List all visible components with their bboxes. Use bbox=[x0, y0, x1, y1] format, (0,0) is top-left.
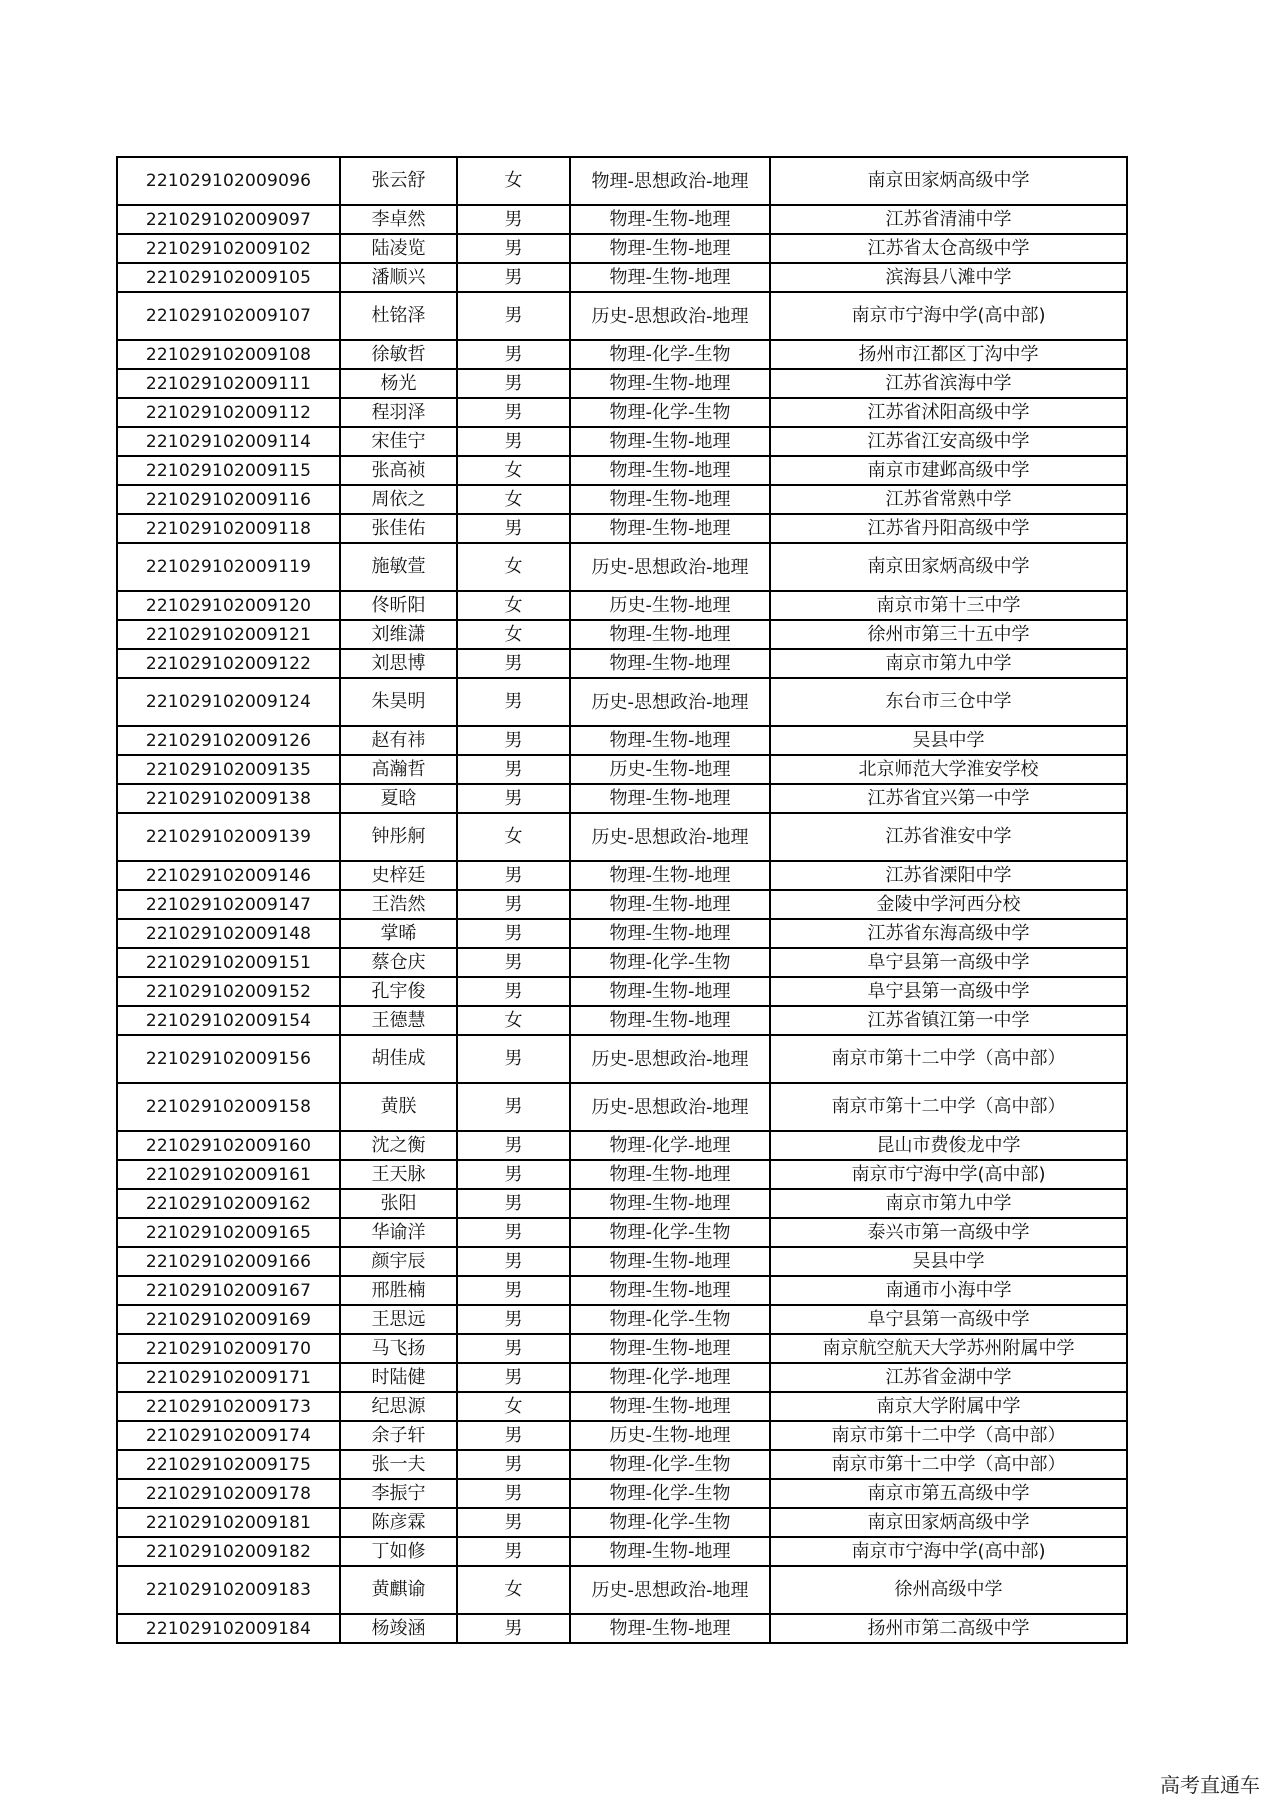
cell-gender: 男 bbox=[457, 1334, 570, 1363]
cell-exam-id: 221029102009108 bbox=[117, 340, 340, 369]
cell-school: 徐州市第三十五中学 bbox=[770, 620, 1127, 649]
cell-exam-id: 221029102009116 bbox=[117, 485, 340, 514]
cell-subjects: 物理-生物-地理 bbox=[570, 369, 770, 398]
table-row bbox=[117, 1131, 1127, 1160]
cell-school: 江苏省淮安中学 bbox=[770, 813, 1127, 861]
table-row bbox=[117, 1537, 1127, 1566]
cell-exam-id: 221029102009165 bbox=[117, 1218, 340, 1247]
cell-exam-id: 221029102009126 bbox=[117, 726, 340, 755]
table-row bbox=[117, 456, 1127, 485]
table-row bbox=[117, 1392, 1127, 1421]
cell-subjects: 物理-化学-地理 bbox=[570, 1363, 770, 1392]
cell-subjects: 物理-生物-地理 bbox=[570, 263, 770, 292]
cell-school: 江苏省溧阳中学 bbox=[770, 861, 1127, 890]
cell-subjects: 物理-生物-地理 bbox=[570, 485, 770, 514]
table-row bbox=[117, 234, 1127, 263]
cell-gender: 男 bbox=[457, 1363, 570, 1392]
table-row bbox=[117, 340, 1127, 369]
cell-school: 南京航空航天大学苏州附属中学 bbox=[770, 1334, 1127, 1363]
cell-school: 昆山市费俊龙中学 bbox=[770, 1131, 1127, 1160]
cell-exam-id: 221029102009181 bbox=[117, 1508, 340, 1537]
cell-subjects: 物理-生物-地理 bbox=[570, 1334, 770, 1363]
cell-subjects: 物理-生物-地理 bbox=[570, 977, 770, 1006]
cell-name: 徐敏哲 bbox=[340, 340, 457, 369]
cell-exam-id: 221029102009135 bbox=[117, 755, 340, 784]
cell-exam-id: 221029102009146 bbox=[117, 861, 340, 890]
cell-subjects: 物理-化学-生物 bbox=[570, 1218, 770, 1247]
cell-subjects: 物理-生物-地理 bbox=[570, 784, 770, 813]
cell-school: 泰兴市第一高级中学 bbox=[770, 1218, 1127, 1247]
cell-name: 赵有祎 bbox=[340, 726, 457, 755]
cell-gender: 男 bbox=[457, 784, 570, 813]
cell-subjects: 物理-生物-地理 bbox=[570, 1614, 770, 1643]
cell-gender: 男 bbox=[457, 1479, 570, 1508]
cell-gender: 女 bbox=[457, 157, 570, 205]
cell-name: 余子轩 bbox=[340, 1421, 457, 1450]
cell-exam-id: 221029102009139 bbox=[117, 813, 340, 861]
cell-exam-id: 221029102009121 bbox=[117, 620, 340, 649]
cell-gender: 男 bbox=[457, 1218, 570, 1247]
table-row bbox=[117, 157, 1127, 205]
cell-name: 陈彦霖 bbox=[340, 1508, 457, 1537]
table-row bbox=[117, 861, 1127, 890]
cell-exam-id: 221029102009151 bbox=[117, 948, 340, 977]
cell-subjects: 物理-生物-地理 bbox=[570, 1392, 770, 1421]
cell-school: 江苏省宜兴第一中学 bbox=[770, 784, 1127, 813]
cell-gender: 男 bbox=[457, 861, 570, 890]
table-row bbox=[117, 1305, 1127, 1334]
cell-gender: 女 bbox=[457, 456, 570, 485]
table-row bbox=[117, 427, 1127, 456]
cell-gender: 男 bbox=[457, 398, 570, 427]
cell-school: 南京市宁海中学(高中部) bbox=[770, 1537, 1127, 1566]
cell-school: 南京市宁海中学(高中部) bbox=[770, 1160, 1127, 1189]
cell-gender: 女 bbox=[457, 1006, 570, 1035]
cell-exam-id: 221029102009154 bbox=[117, 1006, 340, 1035]
cell-subjects: 物理-生物-地理 bbox=[570, 514, 770, 543]
cell-school: 南京田家炳高级中学 bbox=[770, 1508, 1127, 1537]
table-row bbox=[117, 1479, 1127, 1508]
cell-exam-id: 221029102009158 bbox=[117, 1083, 340, 1131]
cell-exam-id: 221029102009114 bbox=[117, 427, 340, 456]
student-table bbox=[116, 156, 1128, 1644]
cell-gender: 女 bbox=[457, 591, 570, 620]
cell-subjects: 物理-生物-地理 bbox=[570, 919, 770, 948]
cell-school: 南京市第五高级中学 bbox=[770, 1479, 1127, 1508]
table-row bbox=[117, 1508, 1127, 1537]
cell-school: 南京市第十二中学（高中部） bbox=[770, 1421, 1127, 1450]
cell-exam-id: 221029102009161 bbox=[117, 1160, 340, 1189]
cell-exam-id: 221029102009182 bbox=[117, 1537, 340, 1566]
table-row bbox=[117, 649, 1127, 678]
cell-name: 马飞扬 bbox=[340, 1334, 457, 1363]
table-row bbox=[117, 1566, 1127, 1614]
cell-school: 南京市第十三中学 bbox=[770, 591, 1127, 620]
cell-exam-id: 221029102009147 bbox=[117, 890, 340, 919]
cell-exam-id: 221029102009167 bbox=[117, 1276, 340, 1305]
cell-subjects: 物理-生物-地理 bbox=[570, 861, 770, 890]
cell-gender: 男 bbox=[457, 1450, 570, 1479]
cell-name: 刘维潇 bbox=[340, 620, 457, 649]
cell-exam-id: 221029102009120 bbox=[117, 591, 340, 620]
cell-school: 南京市第九中学 bbox=[770, 649, 1127, 678]
table-row bbox=[117, 1450, 1127, 1479]
cell-school: 江苏省东海高级中学 bbox=[770, 919, 1127, 948]
table-row bbox=[117, 890, 1127, 919]
table-body bbox=[117, 157, 1127, 1643]
cell-subjects: 历史-思想政治-地理 bbox=[570, 292, 770, 340]
cell-exam-id: 221029102009138 bbox=[117, 784, 340, 813]
cell-gender: 女 bbox=[457, 1392, 570, 1421]
cell-gender: 男 bbox=[457, 1305, 570, 1334]
cell-school: 江苏省江安高级中学 bbox=[770, 427, 1127, 456]
cell-gender: 男 bbox=[457, 234, 570, 263]
cell-exam-id: 221029102009171 bbox=[117, 1363, 340, 1392]
cell-exam-id: 221029102009184 bbox=[117, 1614, 340, 1643]
cell-gender: 男 bbox=[457, 649, 570, 678]
cell-gender: 男 bbox=[457, 369, 570, 398]
cell-subjects: 物理-生物-地理 bbox=[570, 205, 770, 234]
cell-school: 江苏省滨海中学 bbox=[770, 369, 1127, 398]
watermark: 高考直通车 bbox=[1160, 1773, 1260, 1797]
cell-name: 刘思博 bbox=[340, 649, 457, 678]
cell-gender: 男 bbox=[457, 1537, 570, 1566]
cell-subjects: 物理-生物-地理 bbox=[570, 1006, 770, 1035]
table-row bbox=[117, 205, 1127, 234]
cell-gender: 男 bbox=[457, 1083, 570, 1131]
cell-exam-id: 221029102009169 bbox=[117, 1305, 340, 1334]
cell-gender: 男 bbox=[457, 919, 570, 948]
table-row bbox=[117, 1334, 1127, 1363]
cell-name: 李卓然 bbox=[340, 205, 457, 234]
cell-exam-id: 221029102009107 bbox=[117, 292, 340, 340]
cell-name: 王思远 bbox=[340, 1305, 457, 1334]
cell-exam-id: 221029102009170 bbox=[117, 1334, 340, 1363]
cell-subjects: 物理-化学-地理 bbox=[570, 1131, 770, 1160]
cell-subjects: 物理-生物-地理 bbox=[570, 456, 770, 485]
cell-gender: 男 bbox=[457, 1035, 570, 1083]
cell-gender: 男 bbox=[457, 514, 570, 543]
cell-subjects: 历史-生物-地理 bbox=[570, 1421, 770, 1450]
cell-name: 夏晗 bbox=[340, 784, 457, 813]
cell-gender: 男 bbox=[457, 1131, 570, 1160]
table-row bbox=[117, 292, 1127, 340]
cell-name: 钟彤舸 bbox=[340, 813, 457, 861]
cell-name: 潘顺兴 bbox=[340, 263, 457, 292]
cell-gender: 男 bbox=[457, 1247, 570, 1276]
cell-exam-id: 221029102009152 bbox=[117, 977, 340, 1006]
cell-school: 北京师范大学淮安学校 bbox=[770, 755, 1127, 784]
cell-exam-id: 221029102009102 bbox=[117, 234, 340, 263]
table-row bbox=[117, 1006, 1127, 1035]
cell-name: 杨光 bbox=[340, 369, 457, 398]
cell-school: 吴县中学 bbox=[770, 1247, 1127, 1276]
admission-list bbox=[116, 156, 1128, 1644]
cell-exam-id: 221029102009096 bbox=[117, 157, 340, 205]
cell-gender: 男 bbox=[457, 292, 570, 340]
cell-gender: 女 bbox=[457, 1566, 570, 1614]
cell-subjects: 历史-思想政治-地理 bbox=[570, 543, 770, 591]
cell-gender: 男 bbox=[457, 340, 570, 369]
cell-name: 掌晞 bbox=[340, 919, 457, 948]
table-row bbox=[117, 1160, 1127, 1189]
table-row bbox=[117, 726, 1127, 755]
cell-subjects: 物理-化学-生物 bbox=[570, 948, 770, 977]
table-row bbox=[117, 813, 1127, 861]
cell-name: 高瀚哲 bbox=[340, 755, 457, 784]
cell-school: 南京市建邺高级中学 bbox=[770, 456, 1127, 485]
cell-gender: 男 bbox=[457, 1614, 570, 1643]
table-row bbox=[117, 1363, 1127, 1392]
cell-gender: 男 bbox=[457, 427, 570, 456]
cell-school: 江苏省太仓高级中学 bbox=[770, 234, 1127, 263]
cell-name: 蔡仓庆 bbox=[340, 948, 457, 977]
cell-name: 宋佳宁 bbox=[340, 427, 457, 456]
cell-exam-id: 221029102009160 bbox=[117, 1131, 340, 1160]
cell-school: 徐州高级中学 bbox=[770, 1566, 1127, 1614]
cell-school: 江苏省常熟中学 bbox=[770, 485, 1127, 514]
table-row bbox=[117, 755, 1127, 784]
cell-subjects: 物理-化学-生物 bbox=[570, 340, 770, 369]
table-row bbox=[117, 369, 1127, 398]
cell-gender: 女 bbox=[457, 813, 570, 861]
cell-exam-id: 221029102009174 bbox=[117, 1421, 340, 1450]
cell-school: 阜宁县第一高级中学 bbox=[770, 1305, 1127, 1334]
cell-gender: 男 bbox=[457, 1160, 570, 1189]
cell-subjects: 物理-生物-地理 bbox=[570, 726, 770, 755]
cell-name: 王浩然 bbox=[340, 890, 457, 919]
cell-gender: 男 bbox=[457, 755, 570, 784]
cell-exam-id: 221029102009148 bbox=[117, 919, 340, 948]
cell-name: 丁如修 bbox=[340, 1537, 457, 1566]
cell-exam-id: 221029102009105 bbox=[117, 263, 340, 292]
cell-school: 吴县中学 bbox=[770, 726, 1127, 755]
cell-exam-id: 221029102009118 bbox=[117, 514, 340, 543]
cell-gender: 男 bbox=[457, 726, 570, 755]
cell-gender: 男 bbox=[457, 1508, 570, 1537]
cell-name: 朱昊明 bbox=[340, 678, 457, 726]
cell-name: 杜铭泽 bbox=[340, 292, 457, 340]
cell-school: 南京市第十二中学（高中部） bbox=[770, 1035, 1127, 1083]
cell-subjects: 物理-生物-地理 bbox=[570, 890, 770, 919]
cell-gender: 女 bbox=[457, 543, 570, 591]
cell-name: 杨竣涵 bbox=[340, 1614, 457, 1643]
table-row bbox=[117, 1218, 1127, 1247]
cell-school: 南京田家炳高级中学 bbox=[770, 157, 1127, 205]
cell-school: 南京市第十二中学（高中部） bbox=[770, 1083, 1127, 1131]
cell-name: 李振宁 bbox=[340, 1479, 457, 1508]
cell-name: 时陆健 bbox=[340, 1363, 457, 1392]
table-row bbox=[117, 948, 1127, 977]
cell-school: 江苏省沭阳高级中学 bbox=[770, 398, 1127, 427]
cell-name: 胡佳成 bbox=[340, 1035, 457, 1083]
cell-exam-id: 221029102009097 bbox=[117, 205, 340, 234]
cell-exam-id: 221029102009124 bbox=[117, 678, 340, 726]
table-row bbox=[117, 1035, 1127, 1083]
cell-name: 纪思源 bbox=[340, 1392, 457, 1421]
table-row bbox=[117, 514, 1127, 543]
cell-name: 程羽泽 bbox=[340, 398, 457, 427]
cell-name: 王天脉 bbox=[340, 1160, 457, 1189]
cell-name: 施敏萱 bbox=[340, 543, 457, 591]
cell-subjects: 物理-生物-地理 bbox=[570, 427, 770, 456]
table-row bbox=[117, 1614, 1127, 1643]
cell-subjects: 物理-生物-地理 bbox=[570, 1537, 770, 1566]
cell-name: 张高祯 bbox=[340, 456, 457, 485]
cell-subjects: 历史-思想政治-地理 bbox=[570, 1083, 770, 1131]
cell-name: 史梓廷 bbox=[340, 861, 457, 890]
cell-subjects: 物理-生物-地理 bbox=[570, 1276, 770, 1305]
table-row bbox=[117, 977, 1127, 1006]
cell-exam-id: 221029102009122 bbox=[117, 649, 340, 678]
cell-subjects: 历史-生物-地理 bbox=[570, 591, 770, 620]
cell-subjects: 历史-思想政治-地理 bbox=[570, 678, 770, 726]
cell-school: 东台市三仓中学 bbox=[770, 678, 1127, 726]
cell-subjects: 物理-生物-地理 bbox=[570, 649, 770, 678]
cell-school: 江苏省清浦中学 bbox=[770, 205, 1127, 234]
cell-school: 南通市小海中学 bbox=[770, 1276, 1127, 1305]
cell-subjects: 物理-思想政治-地理 bbox=[570, 157, 770, 205]
cell-exam-id: 221029102009162 bbox=[117, 1189, 340, 1218]
cell-subjects: 物理-化学-生物 bbox=[570, 1305, 770, 1334]
cell-subjects: 物理-化学-生物 bbox=[570, 1450, 770, 1479]
cell-name: 邢胜楠 bbox=[340, 1276, 457, 1305]
cell-subjects: 物理-化学-生物 bbox=[570, 398, 770, 427]
cell-name: 黄朕 bbox=[340, 1083, 457, 1131]
cell-school: 金陵中学河西分校 bbox=[770, 890, 1127, 919]
table-row bbox=[117, 1276, 1127, 1305]
cell-gender: 男 bbox=[457, 948, 570, 977]
table-row bbox=[117, 678, 1127, 726]
cell-school: 江苏省金湖中学 bbox=[770, 1363, 1127, 1392]
cell-subjects: 历史-思想政治-地理 bbox=[570, 813, 770, 861]
cell-name: 孔宇俊 bbox=[340, 977, 457, 1006]
cell-subjects: 物理-生物-地理 bbox=[570, 1189, 770, 1218]
table-row bbox=[117, 398, 1127, 427]
table-row bbox=[117, 620, 1127, 649]
table-row bbox=[117, 263, 1127, 292]
cell-name: 沈之衡 bbox=[340, 1131, 457, 1160]
cell-school: 南京市第十二中学（高中部） bbox=[770, 1450, 1127, 1479]
cell-school: 南京大学附属中学 bbox=[770, 1392, 1127, 1421]
table-row bbox=[117, 1421, 1127, 1450]
cell-exam-id: 221029102009166 bbox=[117, 1247, 340, 1276]
cell-gender: 男 bbox=[457, 890, 570, 919]
cell-gender: 女 bbox=[457, 485, 570, 514]
table-row bbox=[117, 784, 1127, 813]
cell-gender: 男 bbox=[457, 1276, 570, 1305]
cell-exam-id: 221029102009178 bbox=[117, 1479, 340, 1508]
cell-school: 南京田家炳高级中学 bbox=[770, 543, 1127, 591]
table-row bbox=[117, 543, 1127, 591]
cell-exam-id: 221029102009111 bbox=[117, 369, 340, 398]
cell-subjects: 物理-生物-地理 bbox=[570, 620, 770, 649]
cell-name: 周依之 bbox=[340, 485, 457, 514]
cell-name: 张阳 bbox=[340, 1189, 457, 1218]
cell-school: 扬州市江都区丁沟中学 bbox=[770, 340, 1127, 369]
cell-subjects: 物理-生物-地理 bbox=[570, 1160, 770, 1189]
cell-school: 阜宁县第一高级中学 bbox=[770, 948, 1127, 977]
table-row bbox=[117, 1189, 1127, 1218]
cell-gender: 男 bbox=[457, 1189, 570, 1218]
cell-exam-id: 221029102009156 bbox=[117, 1035, 340, 1083]
cell-exam-id: 221029102009119 bbox=[117, 543, 340, 591]
cell-name: 张佳佑 bbox=[340, 514, 457, 543]
cell-exam-id: 221029102009115 bbox=[117, 456, 340, 485]
cell-name: 陆凌览 bbox=[340, 234, 457, 263]
cell-subjects: 历史-思想政治-地理 bbox=[570, 1566, 770, 1614]
cell-subjects: 物理-化学-生物 bbox=[570, 1508, 770, 1537]
cell-school: 南京市第九中学 bbox=[770, 1189, 1127, 1218]
cell-subjects: 物理-生物-地理 bbox=[570, 234, 770, 263]
cell-name: 颜宇辰 bbox=[340, 1247, 457, 1276]
cell-gender: 男 bbox=[457, 1421, 570, 1450]
cell-name: 华谕洋 bbox=[340, 1218, 457, 1247]
table-row bbox=[117, 485, 1127, 514]
cell-name: 张云舒 bbox=[340, 157, 457, 205]
cell-subjects: 历史-生物-地理 bbox=[570, 755, 770, 784]
cell-exam-id: 221029102009175 bbox=[117, 1450, 340, 1479]
table-row bbox=[117, 591, 1127, 620]
cell-school: 江苏省丹阳高级中学 bbox=[770, 514, 1127, 543]
table-row bbox=[117, 1083, 1127, 1131]
cell-exam-id: 221029102009112 bbox=[117, 398, 340, 427]
cell-exam-id: 221029102009183 bbox=[117, 1566, 340, 1614]
cell-gender: 男 bbox=[457, 977, 570, 1006]
cell-name: 佟昕阳 bbox=[340, 591, 457, 620]
cell-gender: 男 bbox=[457, 263, 570, 292]
cell-gender: 男 bbox=[457, 678, 570, 726]
cell-gender: 女 bbox=[457, 620, 570, 649]
table-row bbox=[117, 1247, 1127, 1276]
table-row bbox=[117, 919, 1127, 948]
cell-school: 江苏省镇江第一中学 bbox=[770, 1006, 1127, 1035]
cell-name: 黄麒谕 bbox=[340, 1566, 457, 1614]
cell-school: 扬州市第二高级中学 bbox=[770, 1614, 1127, 1643]
cell-school: 滨海县八滩中学 bbox=[770, 263, 1127, 292]
cell-school: 阜宁县第一高级中学 bbox=[770, 977, 1127, 1006]
cell-gender: 男 bbox=[457, 205, 570, 234]
cell-school: 南京市宁海中学(高中部) bbox=[770, 292, 1127, 340]
cell-exam-id: 221029102009173 bbox=[117, 1392, 340, 1421]
cell-subjects: 历史-思想政治-地理 bbox=[570, 1035, 770, 1083]
cell-name: 王德慧 bbox=[340, 1006, 457, 1035]
cell-subjects: 物理-生物-地理 bbox=[570, 1247, 770, 1276]
cell-name: 张一夫 bbox=[340, 1450, 457, 1479]
cell-subjects: 物理-化学-生物 bbox=[570, 1479, 770, 1508]
